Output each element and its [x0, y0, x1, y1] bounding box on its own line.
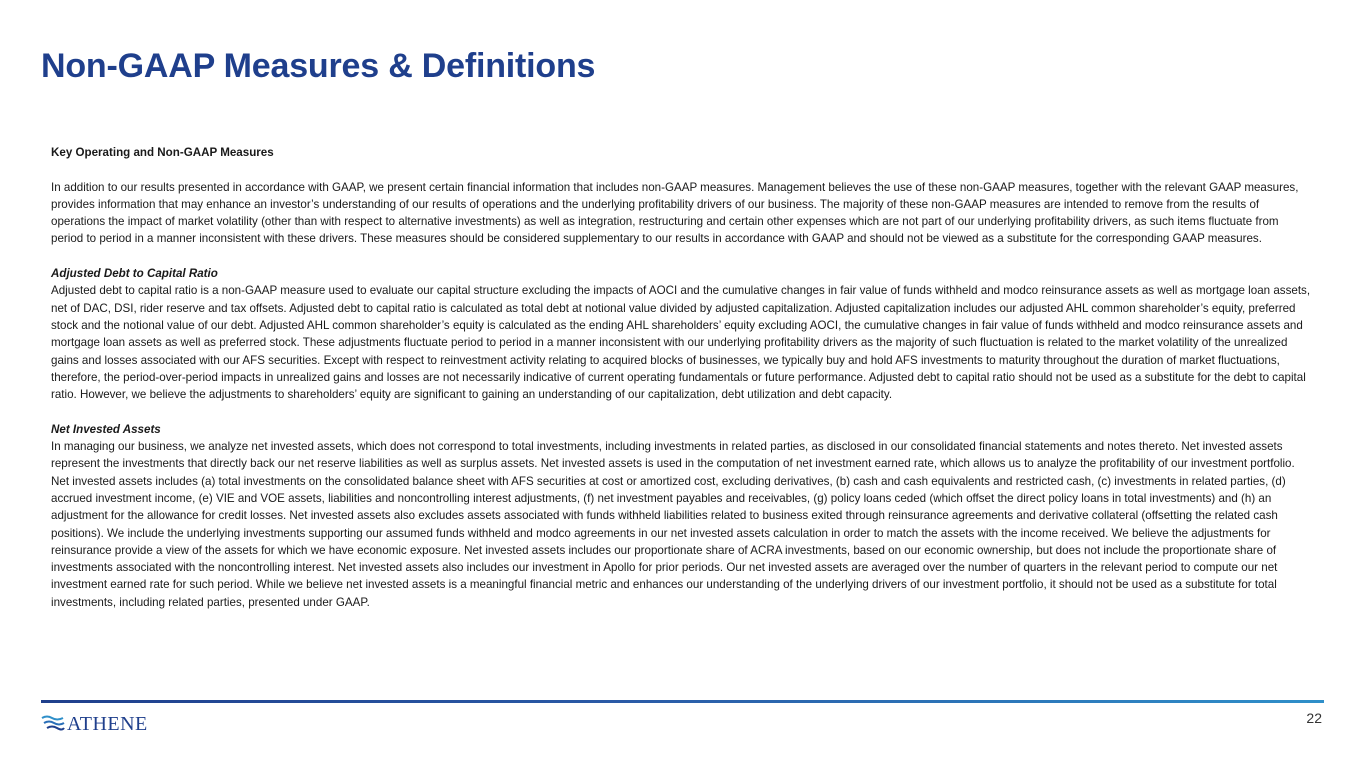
footer-divider	[41, 700, 1324, 703]
section-heading-key-measures: Key Operating and Non-GAAP Measures	[51, 146, 274, 159]
section-body-key-measures: In addition to our results presented in accordance with GAAP, we present certain financial information that includes non-GAAP measures. Management believes the use of these non-GAAP measures, together with the relevant GAAP measures, provides information that may enhance an investor’s understanding of our results of operations and the underlying profitability drivers of our business. The majority of these non-GAAP measures are intended to remove from the results of operations the impact of market volatility (other than with respect to alternative investments) as well as integration, restructuring and certain other expenses which are not part of our underlying profitability drivers, as such items fluctuate from period to period in a manner inconsistent with these drivers. These measures should be considered supplementary to our results in accordance with GAAP and should not be viewed as a substitute for the corresponding GAAP measures.	[51, 180, 1299, 246]
slide-title: Non-GAAP Measures & Definitions	[41, 47, 596, 85]
wave-logo-icon	[41, 714, 65, 734]
spacer	[51, 161, 1313, 178]
spacer	[51, 248, 1313, 265]
section-body-adjusted-debt: Adjusted debt to capital ratio is a non-GAAP measure used to evaluate our capital structure excluding the impacts of AOCI and the cumulative changes in fair value of funds withheld and modco reinsurance assets as well as mortgage loan assets, net of DAC, DSI, rider reserve and tax offsets. Adjusted debt to capital ratio is calculated as total debt at notional value divided by adjusted capitalization. Adjusted capitalization includes our adjusted AHL common shareholder’s equity, preferred stock and the notional value of our debt. Adjusted AHL common shareholder’s equity is calculated as the ending AHL shareholders’ equity excluding AOCI, the cumulative changes in fair value of funds withheld and modco reinsurance assets and mortgage loan assets as well as preferred stock. These adjustments fluctuate period to period in a manner inconsistent with our underlying profitability drivers as the majority of such fluctuation is related to the market volatility of the unrealized gains and losses associated with our AFS securities. Except with respect to reinvestment activity relating to acquired blocks of businesses, we typically buy and hold AFS investments to maturity throughout the duration of market fluctuations, therefore, the period-over-period impacts in unrealized gains and losses are not necessarily indicative of current operating fundamentals or future performance. Adjusted debt to capital ratio should not be used as a substitute for the debt to capital ratio. However, we believe the adjustments to shareholders’ equity are significant to gaining an understanding of our capitalization, debt utilization and debt capacity.	[51, 284, 1311, 402]
section-heading-net-invested-assets: Net Invested Assets	[51, 422, 161, 436]
spacer	[51, 403, 1313, 420]
section-heading-adjusted-debt: Adjusted Debt to Capital Ratio	[51, 267, 218, 281]
definitions-content	[51, 144, 1313, 611]
page-number: 22	[1306, 710, 1322, 726]
section-body-net-invested-assets: In managing our business, we analyze net invested assets, which does not correspond to total investments, including investments in related parties, as disclosed in our consolidated financial statements and notes thereto. Net invested assets represent the investments that directly back our net reserve liabilities as well as surplus assets. Net invested assets is used in the computation of net investment earned rate, which allows us to analyze the profitability of our investment portfolio. Net invested assets includes (a) total investments on the consolidated balance sheet with AFS securities at cost or amortized cost, excluding derivatives, (b) cash and cash equivalents and restricted cash, (c) investments in related parties, (d) accrued investment income, (e) VIE and VOE assets, liabilities and noncontrolling interest adjustments, (f) net investment payables and receivables, (g) policy loans ceded (which offset the direct policy loans in total investments) and (h) an adjustment for the allowance for credit losses. Net invested assets also excludes assets associated with funds withheld liabilities related to business exited through reinsurance agreements and derivative collateral (offsetting the related cash positions). We include the underlying investments supporting our assumed funds withheld and modco agreements in our net invested assets calculation in order to match the assets with the income received. We believe the adjustments for reinsurance provide a view of the assets for which we have economic exposure. Net invested assets includes our proportionate share of ACRA investments, based on our economic ownership, but does not include the proportionate share of investments associated with the noncontrolling interest. Net invested assets also includes our investment in Apollo for prior periods. Our net invested assets are averaged over the number of quarters in the relevant period to compute our net investment earned rate for such period. While we believe net invested assets is a meaningful financial metric and enhances our understanding of the underlying drivers of our investment portfolio, it should not be used as a substitute for total investments, including related parties, presented under GAAP.	[51, 440, 1295, 609]
logo-wordmark: ATHENE	[67, 713, 148, 735]
athene-logo	[41, 712, 148, 736]
